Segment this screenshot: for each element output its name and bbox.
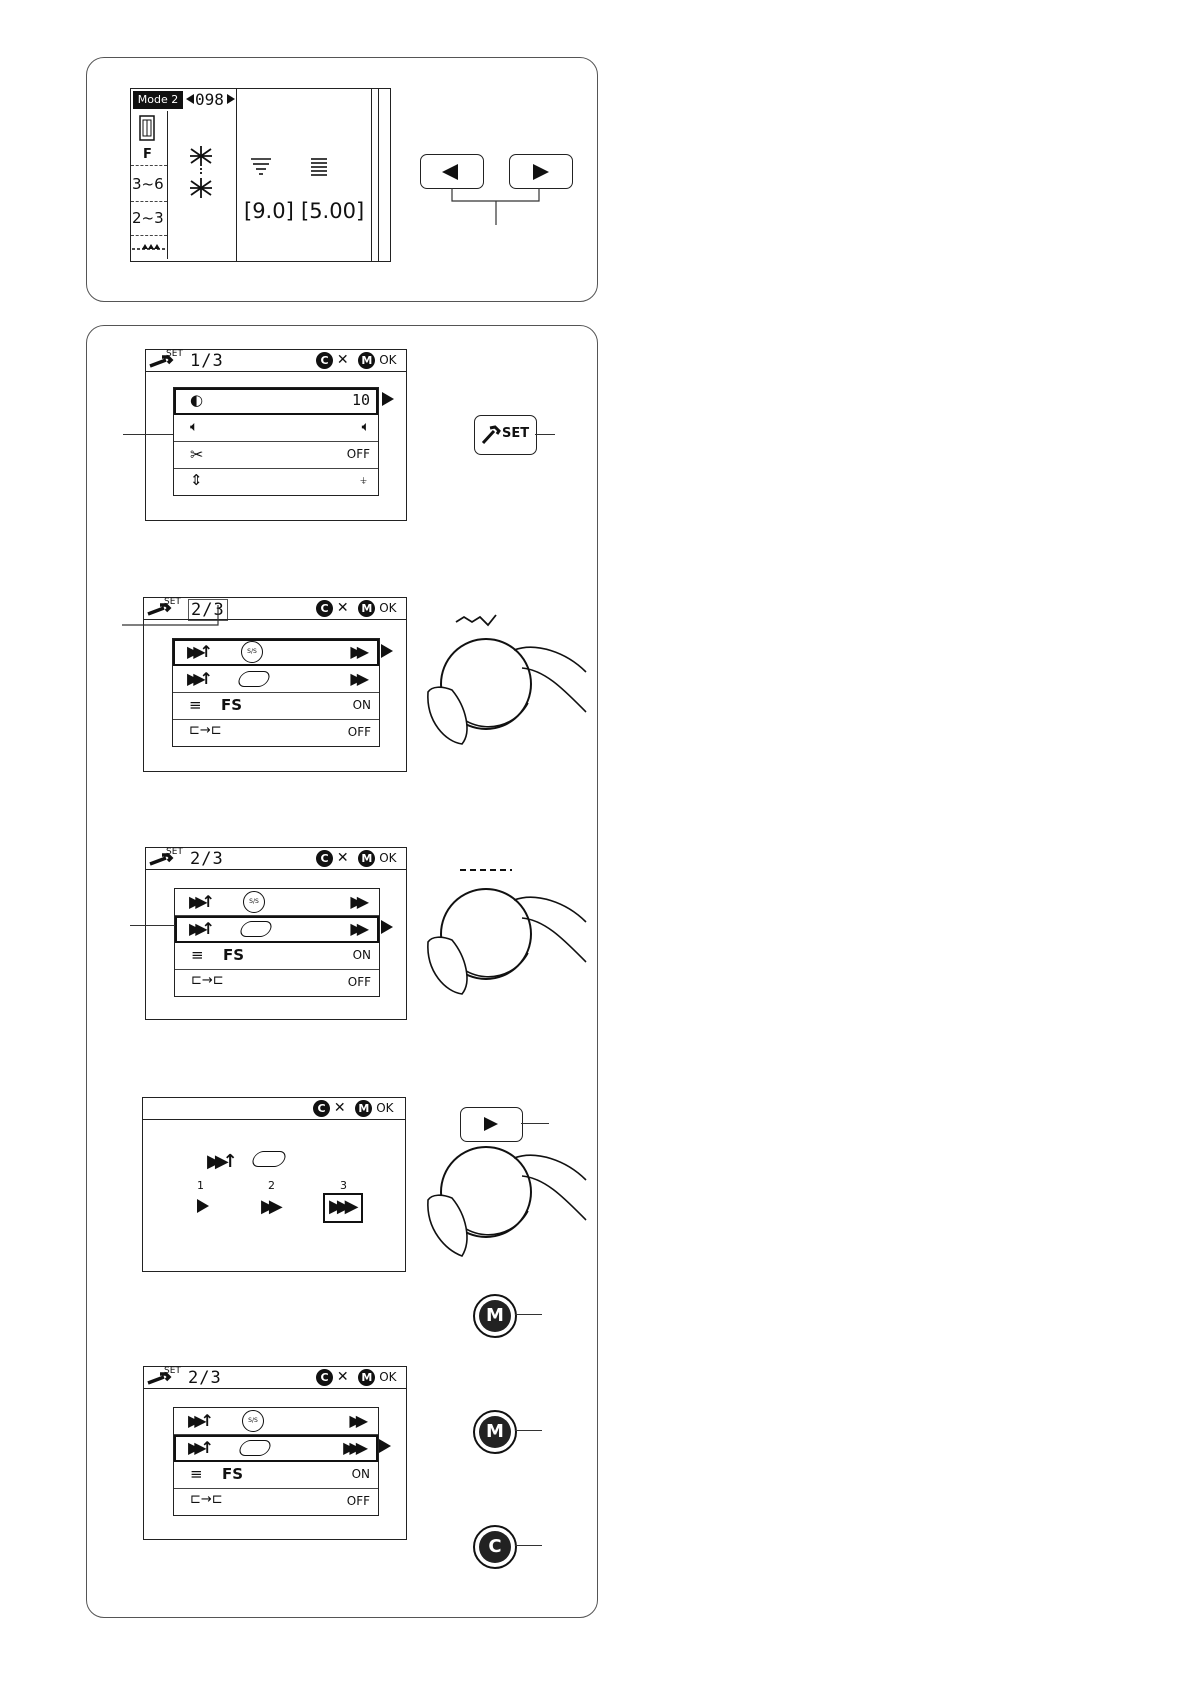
speed-option-number: 1	[197, 1179, 204, 1192]
set-menu-page2-result-screen	[143, 1366, 407, 1540]
memory-icon: M	[355, 1100, 372, 1117]
presser-foot-icon	[137, 115, 157, 145]
tension-range: 3~6	[132, 175, 164, 193]
right-key-leader	[521, 1123, 549, 1124]
speed-dial-illustration	[426, 1140, 586, 1260]
speed-fast-icon: ▶▶↑	[188, 1411, 209, 1430]
clear-icon: C	[316, 1369, 333, 1386]
page-indicator: 1/3	[190, 351, 224, 371]
stitch-width-value: [9.0]	[244, 199, 294, 223]
mode-memory-row[interactable]	[173, 720, 379, 746]
clear-icon: C	[316, 352, 333, 369]
speed-level-icon: ▶▶	[350, 642, 363, 661]
arrow-keys-leader	[450, 188, 550, 228]
settings-list	[174, 888, 380, 997]
fs-value: ON	[352, 948, 371, 962]
header-actions	[316, 1369, 397, 1386]
cancel-x-icon: ✕	[336, 850, 349, 866]
divider	[131, 235, 167, 236]
memory-button-leader	[515, 1314, 542, 1315]
speed-high-option[interactable]	[323, 1193, 363, 1223]
mode-memory-value: OFF	[347, 975, 371, 989]
ok-label: OK	[376, 1101, 394, 1115]
page-indicator: 2/3	[188, 599, 228, 621]
ok-label: OK	[379, 1370, 397, 1384]
clear-icon: C	[316, 850, 333, 867]
needle-position-row[interactable]	[174, 469, 378, 495]
speed-level-icon: ▶▶	[349, 1411, 362, 1430]
option-dial-illustration	[426, 862, 586, 1002]
header-actions	[316, 850, 397, 867]
start-stop-speed-row[interactable]	[175, 889, 379, 916]
selection-pointer-icon	[381, 644, 393, 658]
set-menu-page2-foot-screen	[145, 847, 407, 1020]
clear-button-label: C	[479, 1531, 511, 1563]
settings-list	[173, 387, 379, 496]
scissors-icon: ✂	[190, 445, 204, 464]
settings-list	[173, 1407, 379, 1516]
selection-pointer-icon	[382, 392, 394, 406]
foot-control-icon	[236, 671, 272, 687]
clear-button[interactable]	[473, 1525, 517, 1569]
speed-slow-icon[interactable]	[197, 1199, 209, 1213]
ok-label: OK	[379, 601, 397, 615]
speed-medium-icon[interactable]: ▶▶	[261, 1196, 277, 1217]
wrench-icon	[480, 425, 504, 445]
mode-memory-value: OFF	[347, 725, 371, 739]
cancel-x-icon: ✕	[333, 1100, 346, 1116]
pressure-range: 2~3	[132, 209, 164, 227]
selection-pointer-icon	[381, 920, 393, 934]
fs-row[interactable]	[175, 943, 379, 970]
left-arrow-key[interactable]	[420, 154, 484, 189]
needle-icon: ⇕	[190, 471, 203, 489]
memory-icon: M	[358, 1369, 375, 1386]
mode-memory-value: OFF	[346, 1494, 370, 1508]
brightness-icon: ◐	[190, 391, 204, 409]
selection-pointer-icon	[379, 1439, 391, 1453]
fs-row[interactable]	[174, 1462, 378, 1489]
mode-memory-row[interactable]	[175, 970, 379, 996]
stitch-pattern-icon	[186, 144, 216, 204]
set-button[interactable]	[474, 415, 537, 455]
right-arrow-icon	[533, 164, 549, 180]
speed-fast-icon: ▶▶↑	[207, 1151, 232, 1172]
header-divider	[146, 371, 406, 372]
pattern-left-arrow-icon	[186, 94, 194, 104]
speed-fast-icon: ▶▶↑	[189, 892, 210, 911]
foot-control-icon	[238, 921, 274, 937]
pattern-number: 098	[195, 90, 224, 109]
set-superscript: SET	[166, 349, 183, 359]
fs-value: ON	[351, 1467, 370, 1481]
right-arrow-key[interactable]	[509, 154, 573, 189]
speed-high-icon: ▶▶▶	[329, 1196, 353, 1217]
fs-row[interactable]	[173, 693, 379, 720]
settings-list	[172, 638, 380, 747]
cancel-x-icon: ✕	[336, 600, 349, 616]
speaker-icon: 🔈︎	[190, 419, 199, 435]
speed-fast-icon: ▶▶↑	[188, 1438, 209, 1457]
foot-control-icon	[250, 1151, 288, 1167]
left-arrow-icon	[442, 164, 458, 180]
needle-down-icon: ⍖	[358, 471, 368, 489]
memory-icon: M	[358, 352, 375, 369]
start-stop-speed-row[interactable]	[174, 1408, 378, 1435]
set-button-label: SET	[502, 426, 530, 441]
clear-button-leader	[515, 1545, 542, 1546]
fs-label: FS	[222, 1465, 244, 1483]
header-divider	[143, 1119, 405, 1120]
start-stop-icon: S/S	[241, 641, 263, 663]
memory-button-label: M	[479, 1416, 511, 1448]
fs-value: ON	[352, 698, 371, 712]
fs-label: FS	[221, 696, 243, 714]
screen-a-leader	[123, 434, 173, 435]
memory-icon: M	[358, 850, 375, 867]
page-indicator-leader	[122, 605, 222, 635]
clear-icon: C	[316, 600, 333, 617]
clear-icon: C	[313, 1100, 330, 1117]
pattern-lcd-screen	[130, 88, 391, 262]
speaker-value-icon: 🔈︎	[361, 419, 370, 435]
start-stop-speed-row[interactable]	[173, 639, 379, 666]
foot-letter: F	[143, 147, 152, 162]
fs-label: FS	[223, 946, 245, 964]
speed-option-number: 2	[268, 1179, 275, 1192]
mode-badge: Mode 2	[133, 91, 183, 109]
width-length-icon: ≡	[189, 696, 202, 714]
ok-label: OK	[379, 353, 397, 367]
pattern-right-arrow-icon	[227, 94, 235, 104]
foot-control-icon	[237, 1440, 273, 1456]
page-dial-illustration	[426, 612, 586, 752]
set-menu-page1-screen	[145, 349, 407, 521]
right-arrow-key[interactable]	[460, 1107, 523, 1142]
set-button-leader	[535, 434, 555, 435]
header-actions	[316, 600, 397, 617]
screen-c-leader	[130, 925, 175, 926]
width-length-icon: ≡	[190, 1465, 203, 1483]
sound-row[interactable]	[174, 415, 378, 442]
feed-dog-icon	[132, 243, 166, 253]
thread-cutter-value: OFF	[346, 447, 370, 461]
stitch-length-icon	[309, 157, 329, 179]
memory-button[interactable]	[473, 1410, 517, 1454]
header-actions	[316, 352, 397, 369]
divider	[236, 89, 237, 261]
foot-speed-option-screen	[142, 1097, 406, 1272]
set-superscript: SET	[166, 847, 183, 857]
speed-level-icon: ▶▶	[350, 669, 363, 688]
header-actions	[313, 1100, 394, 1117]
divider	[131, 165, 167, 166]
speed-level-icon: ▶▶▶	[343, 1438, 362, 1457]
memory-button[interactable]	[473, 1294, 517, 1338]
start-stop-icon: S/S	[243, 891, 265, 913]
memory-button-label: M	[479, 1300, 511, 1332]
cancel-x-icon: ✕	[336, 352, 349, 368]
header-divider	[146, 869, 406, 870]
brightness-row[interactable]	[174, 388, 378, 415]
speed-level-icon: ▶▶	[350, 919, 363, 938]
brightness-value: 10	[351, 391, 370, 409]
header-divider	[144, 1388, 406, 1389]
speed-fast-icon: ▶▶↑	[187, 642, 208, 661]
speed-fast-icon: ▶▶↑	[189, 919, 210, 938]
scrollbar	[371, 89, 379, 261]
thread-cutter-row[interactable]	[174, 442, 378, 469]
set-superscript: SET	[164, 597, 181, 607]
mode-memory-icon: ⊏→⊏	[191, 973, 224, 988]
speed-option-number: 3	[340, 1179, 347, 1192]
stitch-width-icon	[249, 157, 273, 179]
page-indicator: 2/3	[188, 1368, 222, 1388]
mode-memory-row[interactable]	[174, 1489, 378, 1515]
page-indicator: 2/3	[190, 849, 224, 869]
set-superscript: SET	[164, 1366, 181, 1376]
right-arrow-icon	[484, 1117, 498, 1131]
mode-memory-icon: ⊏→⊏	[190, 1492, 223, 1507]
cancel-x-icon: ✕	[336, 1369, 349, 1385]
ok-label: OK	[379, 851, 397, 865]
speed-fast-icon: ▶▶↑	[187, 669, 208, 688]
start-stop-icon: S/S	[242, 1410, 264, 1432]
memory-icon: M	[358, 600, 375, 617]
stitch-length-value: [5.00]	[301, 199, 365, 223]
foot-control-speed-row[interactable]	[173, 666, 379, 693]
foot-control-speed-row[interactable]	[175, 916, 379, 943]
mode-memory-icon: ⊏→⊏	[189, 723, 222, 738]
foot-control-speed-row[interactable]	[174, 1435, 378, 1462]
memory-button-leader	[515, 1430, 542, 1431]
width-length-icon: ≡	[191, 946, 204, 964]
divider	[131, 201, 167, 202]
speed-level-icon: ▶▶	[350, 892, 363, 911]
